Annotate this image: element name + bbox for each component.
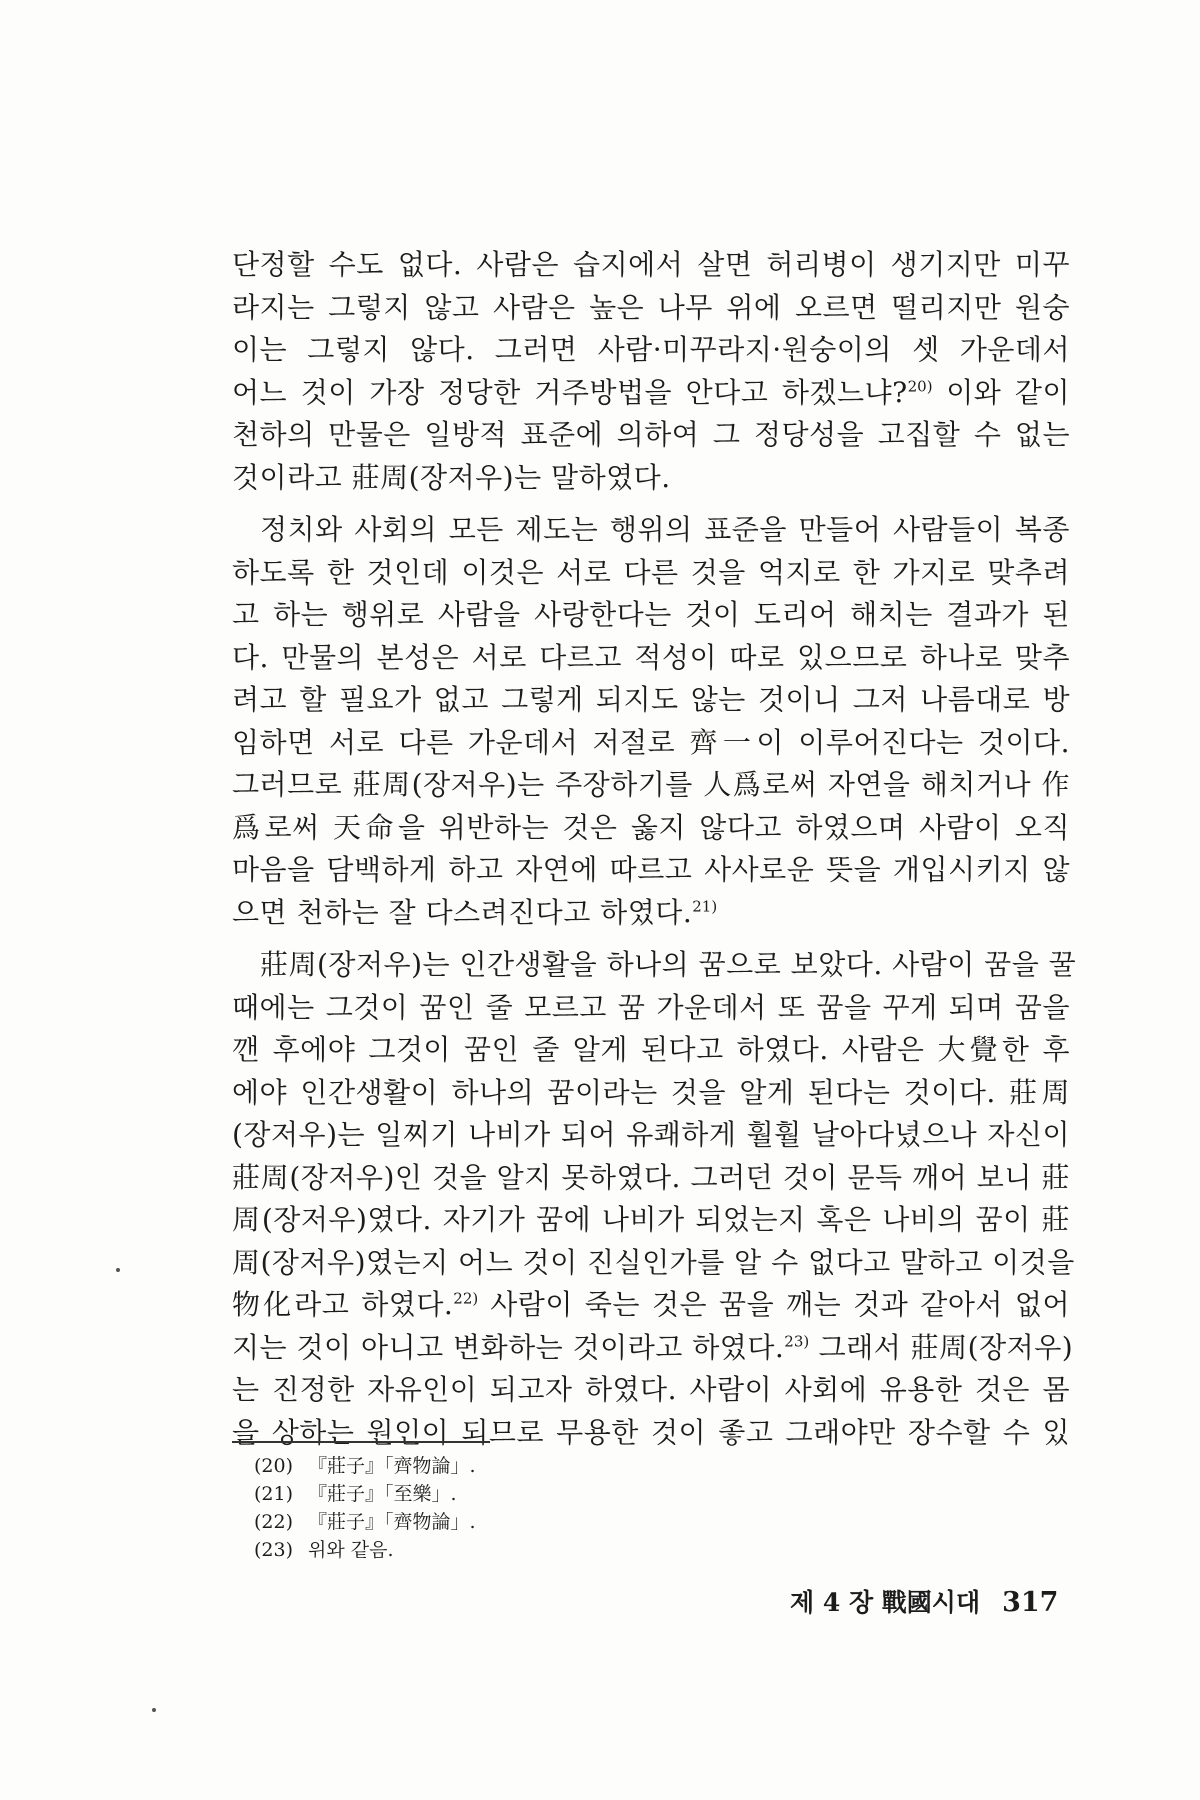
chapter-title: 제 4 장 戰國시대 <box>790 1588 981 1617</box>
text-line: 다. 만물의 본성은 서로 다르고 적성이 따로 있으므로 하나로 맞추 <box>232 640 1070 674</box>
text-line: 爲로써 天命을 위반하는 것은 옳지 않다고 하였으며 사람이 오직 <box>232 810 1070 844</box>
text-line: 周(장저우)였는지 어느 것이 진실인가를 알 수 없다고 말하고 이것을 <box>232 1245 1075 1279</box>
footnote-number: (21) <box>254 1483 294 1505</box>
text-line: 에야 인간생활이 하나의 꿈이라는 것을 알게 된다는 것이다. 莊周 <box>232 1075 1070 1109</box>
footnotes <box>254 1452 854 1564</box>
text-line: 단정할 수도 없다. 사람은 습지에서 살면 허리병이 생기지만 미꾸 <box>232 248 1070 281</box>
text-line: 깬 후에야 그것이 꿈인 줄 알게 된다고 하였다. 사람은 大覺한 후 <box>232 1033 1070 1066</box>
footnote <box>254 1452 854 1480</box>
running-footer <box>790 1586 1090 1620</box>
scan-speck <box>116 1268 120 1272</box>
page-number: 317 <box>1002 1587 1059 1618</box>
footnote-ref: 21) <box>692 897 718 916</box>
text-line: 려고 할 필요가 없고 그렇게 되지도 않는 것이니 그저 나름대로 방 <box>232 683 1070 716</box>
footnote-text: 『莊子』「至樂」. <box>308 1483 457 1505</box>
footnote-text: 『莊子』「齊物論」. <box>308 1511 476 1533</box>
footnote-number: (23) <box>254 1539 294 1561</box>
footnote <box>254 1536 854 1564</box>
text-line: 천하의 만물은 일방적 표준에 의하여 그 정당성을 고집할 수 없는 <box>232 418 1070 451</box>
footnote-divider <box>232 1441 490 1443</box>
footnote-number: (22) <box>254 1511 294 1533</box>
text-line: 는 진정한 자유인이 되고자 하였다. 사람이 사회에 유용한 것은 몸 <box>232 1373 1070 1406</box>
text-line: 莊周(장저우)인 것을 알지 못하였다. 그러던 것이 문득 깨어 보니 莊 <box>232 1160 1070 1194</box>
footnote-text: 위와 같음. <box>308 1539 394 1561</box>
text-line: 莊周(장저우)는 인간생활을 하나의 꿈으로 보았다. 사람이 꿈을 꿀 <box>260 948 1077 981</box>
text-line: 周(장저우)였다. 자기가 꿈에 나비가 되었는지 혹은 나비의 꿈이 莊 <box>232 1203 1070 1236</box>
body-text <box>232 244 1077 1454</box>
text-line: 정치와 사회의 모든 제도는 행위의 표준을 만들어 사람들이 복종 <box>260 513 1070 546</box>
text-line: 그러므로 莊周(장저우)는 주장하기를 人爲로써 자연을 해치거나 作 <box>232 768 1070 801</box>
footnote-text: 『莊子』「齊物論」. <box>308 1455 476 1477</box>
text-line: 이는 그렇지 않다. 그러면 사람·미꾸라지·원숭이의 셋 가운데서 <box>232 333 1070 366</box>
text-line: 어느 것이 가장 정당한 거주방법을 안다고 하겠느냐?$^{20)}$ 이와 같이 <box>232 375 1070 409</box>
text-line: 때에는 그것이 꿈인 줄 모르고 꿈 가운데서 또 꿈을 꾸게 되며 꿈을 <box>232 990 1070 1024</box>
text-line: 을 상하는 원인이 되므로 무용한 것이 좋고 그래야만 장수할 수 있 <box>232 1415 1070 1449</box>
text-line: 物化라고 하였다.$^{22)}$ 사람이 죽는 것은 꿈을 깨는 것과 같아서 없어 <box>232 1288 1070 1321</box>
text-line: 라지는 그렇지 않고 사람은 높은 나무 위에 오르면 떨리지만 원숭 <box>232 290 1070 324</box>
text-line: 것이라고 莊周(장저우)는 말하였다. <box>232 460 671 494</box>
text-line: 임하면 서로 다른 가운데서 저절로 齊一이 이루어진다는 것이다. <box>232 725 1070 759</box>
footnote-ref: 23) <box>784 1332 810 1351</box>
text-line: 하도록 한 것인데 이것은 서로 다른 것을 억지로 한 가지로 맞추려 <box>232 555 1070 589</box>
footnote-ref: 20) <box>907 377 933 396</box>
scan-speck <box>152 1708 156 1712</box>
footnote-ref: 22) <box>453 1289 479 1308</box>
footnote <box>254 1480 854 1508</box>
text-line: 으면 천하는 잘 다스려진다고 하였다.$^{21)}$ <box>232 895 718 929</box>
text-line: 마음을 담백하게 하고 자연에 따르고 사사로운 뜻을 개입시키지 않 <box>232 853 1070 886</box>
text-line: 고 하는 행위로 사람을 사랑한다는 것이 도리어 해치는 결과가 된 <box>232 598 1070 631</box>
footnote-number: (20) <box>254 1455 294 1477</box>
text-line: 지는 것이 아니고 변화하는 것이라고 하였다.$^{23)}$ 그래서 莊周(장저우) <box>232 1330 1074 1364</box>
text-line: (장저우)는 일찌기 나비가 되어 유쾌하게 훨훨 날아다녔으나 자신이 <box>232 1118 1070 1151</box>
footnote <box>254 1508 854 1536</box>
